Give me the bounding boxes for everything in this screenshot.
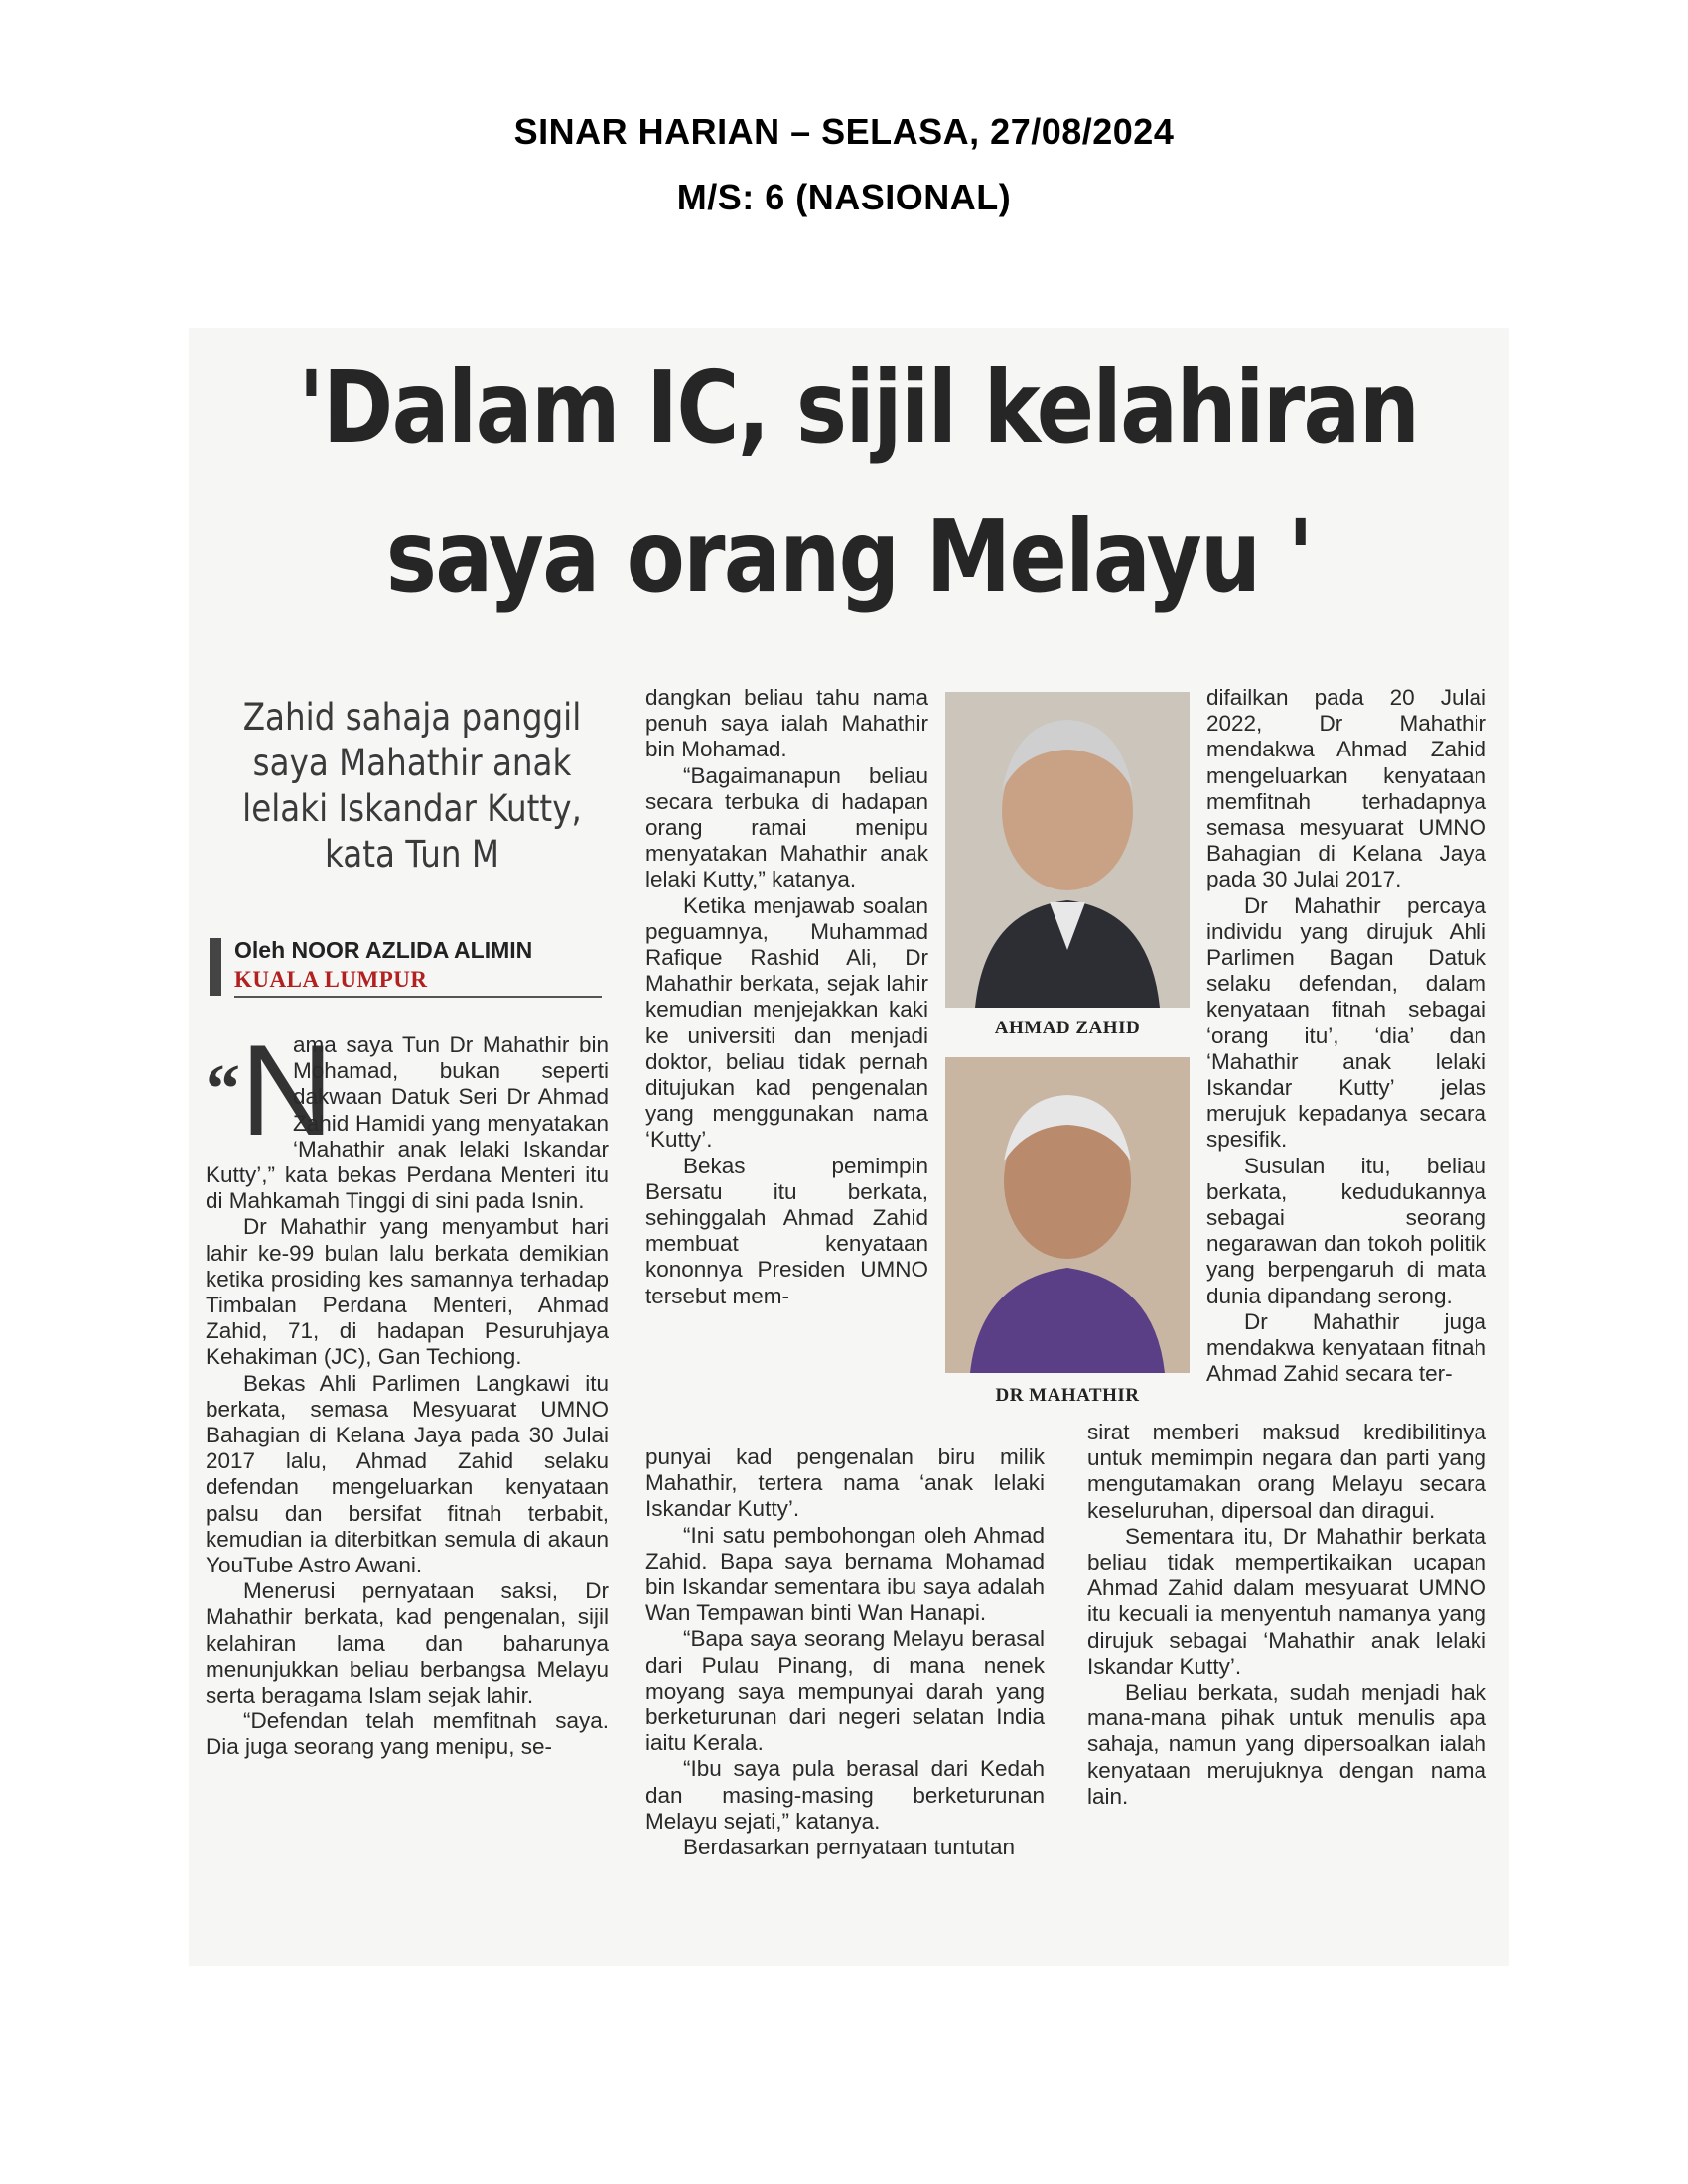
headline-line-2: saya orang Melayu ' — [385, 498, 1313, 614]
portrait-illustration — [945, 1057, 1190, 1373]
article-paragraph: “Bagaimanapun beliau secara terbuka di hadapan orang ramai menipu menyatakan Mahathir anak lelaki Kutty,” katanya. — [645, 762, 928, 892]
article-paragraph: Dr Mahathir yang menyambut hari lahir ke-99 bulan lalu berkata demikian ketika prosiding kes samannya terhadap Timbalan Perdana Menteri, Ahmad Zahid, 71, di hadapan Pesuruhjaya Kehakiman (JC), Gan Techiong. — [206, 1214, 609, 1370]
byline — [234, 937, 532, 964]
lead-paragraph — [206, 1018, 609, 1214]
article-paragraph: Dr Mahathir percaya individu yang dirujuk Ahli Parlimen Bagan Datuk selaku defendan, dalam kenyataan fitnah sebagai ‘orang itu’, ‘dia’ dan ‘Mahathir anak lelaki Iskandar Kutty’ jelas merujuk kepadanya secara spesifik. — [1206, 892, 1486, 1153]
article-paragraph: Berdasarkan pernyataan tuntutan — [683, 1835, 1015, 1860]
subheadline-line: saya Mahathir anak — [252, 742, 572, 784]
article-column-1 — [206, 1018, 609, 1761]
dropcap-char: N — [240, 1018, 334, 1162]
article-paragraph: “Ini satu pembohongan oleh Ahmad Zahid. Bapa saya bernama Mohamad bin Iskandar sementara ibu saya adalah Wan Tempawan binti Wan Hanapi. — [645, 1522, 1045, 1626]
headline-line-1: 'Dalam IC, sijil kelahiran — [298, 349, 1419, 466]
article-column-2-top — [645, 685, 928, 1309]
subheadline-line: kata Tun M — [325, 833, 499, 876]
photo-dr-mahathir — [945, 1057, 1190, 1373]
article-paragraph: Bekas Ahli Parlimen Langkawi itu berkata, semasa Mesyuarat UMNO Bahagian di Kelana Jaya pada 30 Julai 2017 lalu, Ahmad Zahid selaku defendan mengeluarkan kenyataan palsu dan bersifat fitnah terbabit, kemudian ia diterbitkan semula di akaun YouTube Astro Awani. — [206, 1370, 609, 1578]
subheadline-line: Zahid sahaja panggil — [242, 696, 582, 739]
subheadline — [228, 695, 596, 878]
article-paragraph: Sementara itu, Dr Mahathir berkata beliau tidak mempertikaikan ucapan Ahmad Zahid dalam mesyuarat UMNO itu kecuali ia menyentuh namanya yang dirujuk sebagai ‘Mahathir anak lelaki Iskandar Kutty’. — [1087, 1523, 1486, 1679]
byline-rule — [234, 996, 602, 998]
photo-caption: DR MAHATHIR — [995, 1385, 1140, 1406]
lead-text: ama saya Tun Dr Mahathir bin Mohamad, bukan seperti dakwaan Datuk Seri Dr Ahmad Zahid Hamidi yang menyatakan ‘Mahathir anak lelaki Iskandar Kutty’,” kata bekas Perdana Menteri itu di Mahkamah Tinggi di sini pada Isnin. — [206, 1032, 609, 1214]
article-paragraph: Dr Mahathir juga mendakwa kenyataan fitnah Ahmad Zahid secara ter- — [1206, 1308, 1486, 1387]
dateline: KUALA LUMPUR — [234, 967, 428, 992]
article-paragraph: Menerusi pernyataan saksi, Dr Mahathir berkata, kad pengenalan, sijil kelahiran lama dan baharunya menunjukkan beliau berbangsa Melayu serta beragama Islam sejak lahir. — [206, 1578, 609, 1708]
article-paragraph: difailkan pada 20 Julai 2022, Dr Mahathir mendakwa Ahmad Zahid mengeluarkan kenyataan memfitnah terhadapnya semasa mesyuarat UMNO Bahagian di Kelana Jaya pada 30 Julai 2017. — [1206, 685, 1486, 892]
byline-author: NOOR AZLIDA ALIMIN — [291, 937, 533, 963]
article-column-3-bottom — [1087, 1420, 1486, 1810]
article-paragraph: punyai kad pengenalan biru milik Mahathir, tertera nama ‘anak lelaki Iskandar Kutty’. — [645, 1444, 1045, 1522]
article-paragraph: “Defendan telah memfitnah saya. Dia juga seorang yang menipu, se- — [206, 1708, 609, 1760]
subheadline-line: lelaki Iskandar Kutty, — [242, 787, 582, 830]
photo-ahmad-zahid — [945, 692, 1190, 1008]
article-paragraph: “Bapa saya seorang Melayu berasal dari Pulau Pinang, di mana nenek moyang saya mempunyai darah yang berketurunan dari negeri selatan India iaitu Kerala. — [645, 1626, 1045, 1756]
photo-caption: AHMAD ZAHID — [994, 1018, 1141, 1038]
article-column-2-bottom — [645, 1444, 1045, 1860]
dropcap-letter — [206, 1018, 334, 1162]
article-paragraph: Ketika menjawab soalan peguamnya, Muhammad Rafique Rashid Ali, Dr Mahathir berkata, sejak lahir kemudian menjejakkan kaki ke universiti dan menjadi doktor, beliau tidak pernah ditujukan kad pengenalan yang menggunakan nama ‘Kutty’. — [645, 892, 928, 1153]
byline-bar — [210, 938, 221, 996]
portrait-illustration — [945, 692, 1190, 1008]
article-paragraph: Susulan itu, beliau berkata, kedudukannya sebagai seorang negarawan dan tokoh politik yang berpengaruh di mata dunia dipandang serong. — [1206, 1153, 1486, 1308]
quote-mark: “ — [206, 1051, 240, 1128]
byline-prefix: Oleh — [234, 937, 292, 963]
article-paragraph: “Ibu saya pula berasal dari Kedah dan masing-masing berketurunan Melayu sejati,” katanya. — [645, 1756, 1045, 1834]
article-paragraph: sirat memberi maksud kredibilitinya untuk memimpin negara dan parti yang mengutamakan orang Melayu secara keseluruhan, dipersoal dan diragui. — [1087, 1420, 1486, 1523]
article-paragraph: Beliau berkata, sudah menjadi hak mana-mana pihak untuk menulis apa sahaja, namun yang dipersoalkan ialah kenyataan merujuknya dengan nama lain. — [1087, 1680, 1486, 1809]
page-section-header: M/S: 6 (NASIONAL) — [676, 177, 1012, 217]
article-paragraph: dangkan beliau tahu nama penuh saya ialah Mahathir bin Mohamad. — [645, 685, 928, 762]
article-column-3-top — [1206, 685, 1486, 1387]
article-paragraph: Bekas pemimpin Bersatu itu berkata, sehinggalah Ahmad Zahid membuat kenyataan kononnya Presiden UMNO tersebut mem- — [645, 1153, 928, 1308]
publication-header: SINAR HARIAN – SELASA, 27/08/2024 — [513, 111, 1175, 152]
